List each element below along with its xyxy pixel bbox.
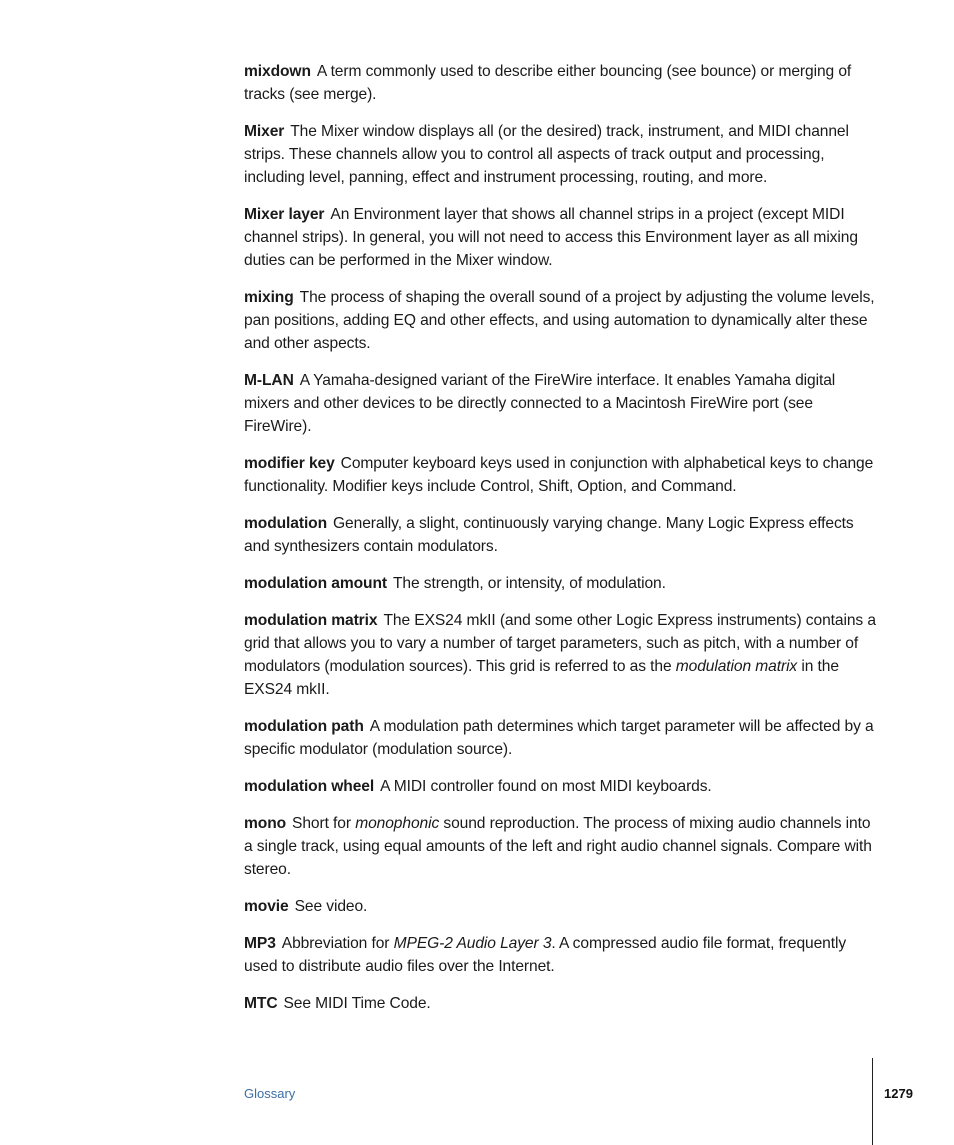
glossary-term: mixdown (244, 63, 311, 80)
glossary-term: mono (244, 815, 287, 832)
glossary-definition: Generally, a slight, continuously varying change. Many Logic Express effects and synthesizers contain modulators. (244, 515, 854, 555)
glossary-definition: Computer keyboard keys used in conjunction with alphabetical keys to change functionality. Modifier keys include Control, Shift, Option, and Command. (244, 455, 874, 495)
glossary-term: MP3 (244, 935, 276, 952)
glossary-definition: A Yamaha-designed variant of the FireWire interface. It enables Yamaha digital mixers and other devices to be directly connected to a Macintosh FireWire port (see FireWire). (244, 372, 836, 435)
glossary-definition: See video. (294, 898, 368, 915)
glossary-definition: The process of shaping the overall sound of a project by adjusting the volume levels, pan positions, adding EQ and other effects, and using automation to dynamically alter these and other aspects. (244, 289, 875, 352)
glossary-definition: An Environment layer that shows all channel strips in a project (except MIDI channel strips). In general, you will not need to access this Environment layer as all mixing duties can be performed in the Mixer window. (244, 206, 858, 269)
glossary-emphasis: MPEG-2 Audio Layer 3 (393, 935, 552, 952)
footer-divider (872, 1058, 873, 1145)
glossary-term: modulation wheel (244, 778, 375, 795)
footer-section-label: Glossary (244, 1086, 296, 1101)
glossary-entry (244, 812, 876, 881)
page-number: 1279 (884, 1086, 913, 1101)
glossary-term: Mixer layer (244, 206, 325, 223)
glossary-definition: The strength, or intensity, of modulation. (392, 575, 666, 592)
glossary-entry (244, 609, 876, 701)
glossary-term: modulation matrix (244, 612, 378, 629)
glossary-entry (244, 895, 876, 918)
glossary-emphasis: monophonic (355, 815, 440, 832)
glossary-entry (244, 932, 876, 978)
glossary-definition: . A compressed audio file format, frequently used to distribute audio files over the Internet. (244, 935, 847, 975)
glossary-entry (244, 572, 876, 595)
glossary-definition: A term commonly used to describe either bouncing (see bounce) or merging of tracks (see merge). (244, 63, 852, 103)
glossary-definition: A modulation path determines which target parameter will be affected by a specific modulator (modulation source). (244, 718, 874, 758)
glossary-term: mixing (244, 289, 294, 306)
glossary-definition: sound reproduction. The process of mixing audio channels into a single track, using equal amounts of the left and right audio channel signals. Compare with stereo. (244, 815, 872, 878)
glossary-term: modulation (244, 515, 328, 532)
glossary-emphasis: modulation matrix (675, 658, 798, 675)
glossary-entries (244, 60, 876, 1029)
glossary-definition: Abbreviation for (281, 935, 394, 952)
glossary-definition: The EXS24 mkII (and some other Logic Express instruments) contains a grid that allows you to vary a number of target parameters, such as pitch, with a number of modulators (modulation sources). This grid is referred to as the (244, 612, 876, 675)
glossary-term: modifier key (244, 455, 335, 472)
glossary-entry (244, 369, 876, 438)
glossary-entry (244, 60, 876, 106)
glossary-definition: in the EXS24 mkII. (244, 658, 839, 698)
glossary-entry (244, 120, 876, 189)
glossary-entry (244, 452, 876, 498)
glossary-entry (244, 512, 876, 558)
glossary-entry (244, 286, 876, 355)
glossary-term: Mixer (244, 123, 285, 140)
glossary-term: modulation path (244, 718, 364, 735)
glossary-entry (244, 715, 876, 761)
glossary-term: modulation amount (244, 575, 387, 592)
glossary-definition: The Mixer window displays all (or the desired) track, instrument, and MIDI channel strips. These channels allow you to control all aspects of track output and processing, including level, panning, effect and instrument processing, routing, and more. (244, 123, 849, 186)
glossary-definition: See MIDI Time Code. (283, 995, 431, 1012)
glossary-entry (244, 992, 876, 1015)
glossary-term: M-LAN (244, 372, 294, 389)
glossary-term: movie (244, 898, 289, 915)
glossary-entry (244, 775, 876, 798)
glossary-entry (244, 203, 876, 272)
glossary-definition: A MIDI controller found on most MIDI keyboards. (380, 778, 712, 795)
glossary-term: MTC (244, 995, 278, 1012)
glossary-definition: Short for (292, 815, 356, 832)
